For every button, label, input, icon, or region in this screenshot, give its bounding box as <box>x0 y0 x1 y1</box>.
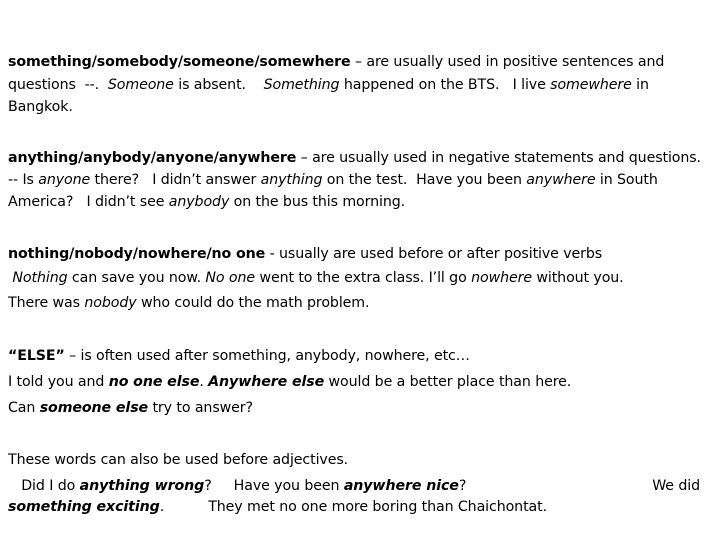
example-word: anywhere nice <box>343 478 459 494</box>
example-word: Anywhere else <box>208 374 325 390</box>
para5-line2 <box>8 476 466 496</box>
para5-intro: These words can also be used before adjectives. <box>8 452 349 468</box>
para4-text: I told you and <box>8 374 109 390</box>
para2-text: on the test. Have you been <box>322 172 527 188</box>
para5-line1 <box>8 450 348 470</box>
para1-text: questions --. <box>8 77 108 93</box>
para3-line3 <box>8 293 369 313</box>
example-word: No one <box>205 270 256 286</box>
para3-line2 <box>8 268 624 288</box>
para5-text: Did I do <box>8 478 80 494</box>
example-word: Nothing <box>12 270 68 286</box>
para5-line3 <box>8 497 547 517</box>
example-word: somewhere <box>550 77 632 93</box>
para2-text: America? I didn’t see <box>8 194 169 210</box>
example-word: anything wrong <box>79 478 205 494</box>
para3-desc: - usually are used before or after positive verbs <box>265 246 603 262</box>
example-word: someone else <box>39 400 149 416</box>
para4-line3 <box>8 398 253 418</box>
example-word: anyone <box>38 172 91 188</box>
example-word: nowhere <box>471 270 532 286</box>
para4-text: Can <box>8 400 40 416</box>
example-word: anything <box>260 172 323 188</box>
para2-text: on the bus this morning. <box>229 194 406 210</box>
para3-line1 <box>8 244 602 264</box>
para1-line3 <box>8 97 73 117</box>
para1-text: Bangkok. <box>8 99 73 115</box>
para1-text: in <box>631 77 649 93</box>
para2-line1 <box>8 148 701 168</box>
para5-line2-right <box>652 476 700 496</box>
para1-text: is absent. <box>173 77 264 93</box>
para3-text: can save you now. <box>67 270 206 286</box>
para2-desc: – are usually used in negative statements and questions. <box>296 150 701 166</box>
para2-term: anything/anybody/anyone/anywhere <box>8 150 297 166</box>
example-word: anywhere <box>526 172 596 188</box>
para4-line2 <box>8 372 571 392</box>
para4-text: would be a better place than here. <box>324 374 572 390</box>
para3-text: without you. <box>531 270 624 286</box>
example-word: Someone <box>107 77 174 93</box>
para3-text: went to the extra class. I’ll go <box>255 270 472 286</box>
para5-text: ? Have you been <box>204 478 344 494</box>
para5-text: ? <box>458 478 467 494</box>
para1-term: something/somebody/someone/somewhere <box>8 54 351 70</box>
para1-line2 <box>8 75 649 95</box>
example-word: no one else <box>108 374 200 390</box>
para3-term: nothing/nobody/nowhere/no one <box>8 246 266 262</box>
para4-text: try to answer? <box>148 400 253 416</box>
para4-line1 <box>8 346 470 366</box>
para3-text: who could do the math problem. <box>136 295 370 311</box>
para5-text: We did <box>652 478 700 494</box>
para5-text: . They met no one more boring than Chaichontat. <box>159 499 548 515</box>
para2-text: in South <box>595 172 658 188</box>
para4-desc: – is often used after something, anybody, nowhere, etc… <box>64 348 470 364</box>
para1-desc: – are usually used in positive sentences and <box>350 54 665 70</box>
example-word: something exciting <box>8 499 160 515</box>
para1-line1 <box>8 52 664 72</box>
para2-text: there? I didn’t answer <box>90 172 261 188</box>
para2-text: -- Is <box>8 172 39 188</box>
para4-text: . <box>199 374 209 390</box>
para4-term: “ELSE” <box>8 348 65 364</box>
para3-text: There was <box>8 295 85 311</box>
para1-text: happened on the BTS. I live <box>339 77 551 93</box>
para2-line3 <box>8 192 405 212</box>
example-word: Something <box>263 77 340 93</box>
example-word: anybody <box>168 194 230 210</box>
example-word: nobody <box>84 295 137 311</box>
para2-line2 <box>8 170 658 190</box>
